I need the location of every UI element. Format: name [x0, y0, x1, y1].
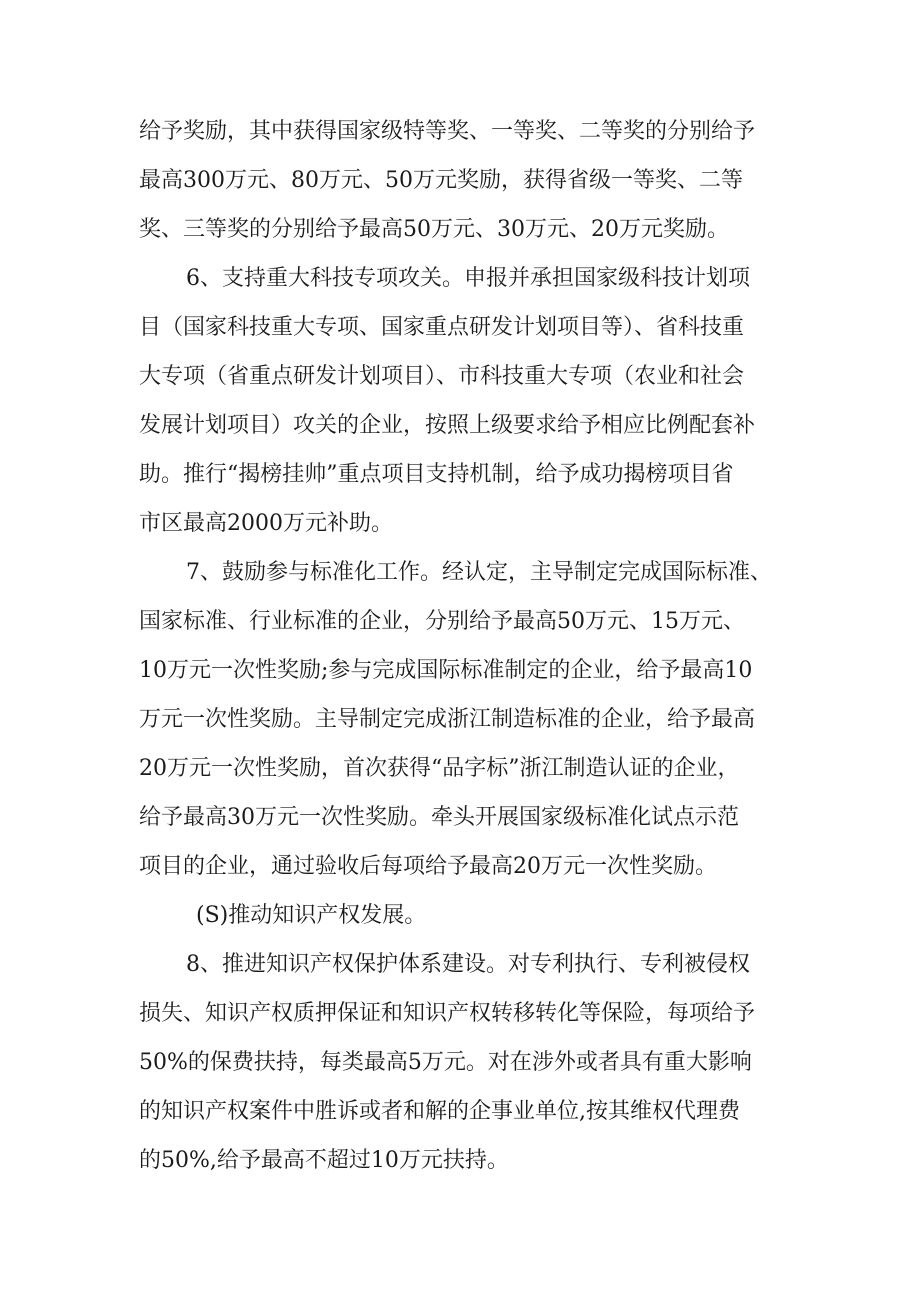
text-line: 奖、三等奖的分别给予最高50万元、30万元、20万元奖励。: [139, 217, 729, 242]
text-line: 给予最高30万元一次性奖励。牵头开展国家级标准化试点示范: [139, 805, 739, 830]
text-line: 的知识产权案件中胜诉或者和解的企事业单位,按其维权代理费: [139, 1099, 740, 1124]
section-heading: (S)推动知识产权发展。: [196, 903, 427, 928]
paragraph-7-start: 7、鼓励参与标准化工作。经认定，主导制定完成国际标准、: [186, 560, 772, 585]
text-line: 国家标准、行业标准的企业，分别给予最高50万元、15万元、: [139, 609, 745, 634]
text-line: 大专项（省重点研发计划项目）、市科技重大专项（农业和社会: [139, 364, 745, 389]
text-line: 项目的企业，通过验收后每项给予最高20万元一次性奖励。: [139, 854, 717, 879]
text-line: 市区最高2000万元补助。: [139, 511, 393, 536]
text-line: 万元一次性奖励。主导制定完成浙江制造标准的企业，给予最高: [139, 707, 756, 732]
text-line: 10万元一次性奖励;参与完成国际标准制定的企业，给予最高10: [139, 658, 753, 683]
text-line: 损失、知识产权质押保证和知识产权转移转化等保险，每项给予: [139, 1001, 756, 1026]
paragraph-6-start: 6、支持重大科技专项攻关。申报并承担国家级科技计划项: [186, 266, 750, 291]
text-line: 20万元一次性奖励，首次获得“品字标”浙江制造认证的企业，: [139, 756, 740, 781]
text-line: 50%的保费扶持，每类最高5万元。对在涉外或者具有重大影响: [139, 1050, 752, 1075]
text-line: 助。推行“揭榜挂帅”重点项目支持机制，给予成功揭榜项目省: [139, 462, 734, 487]
text-line: 目（国家科技重大专项、国家重点研发计划项目等）、省科技重: [139, 315, 745, 340]
text-line: 最高300万元、80万元、50万元奖励，获得省级一等奖、二等: [139, 168, 743, 193]
paragraph-8-start: 8、推进知识产权保护体系建设。对专利执行、专利被侵权: [186, 952, 750, 977]
text-line: 给予奖励，其中获得国家级特等奖、一等奖、二等奖的分别给予: [139, 119, 756, 144]
text-line: 的50%,给予最高不超过10万元扶持。: [139, 1148, 509, 1173]
text-line: 发展计划项目）攻关的企业，按照上级要求给予相应比例配套补: [139, 413, 756, 438]
